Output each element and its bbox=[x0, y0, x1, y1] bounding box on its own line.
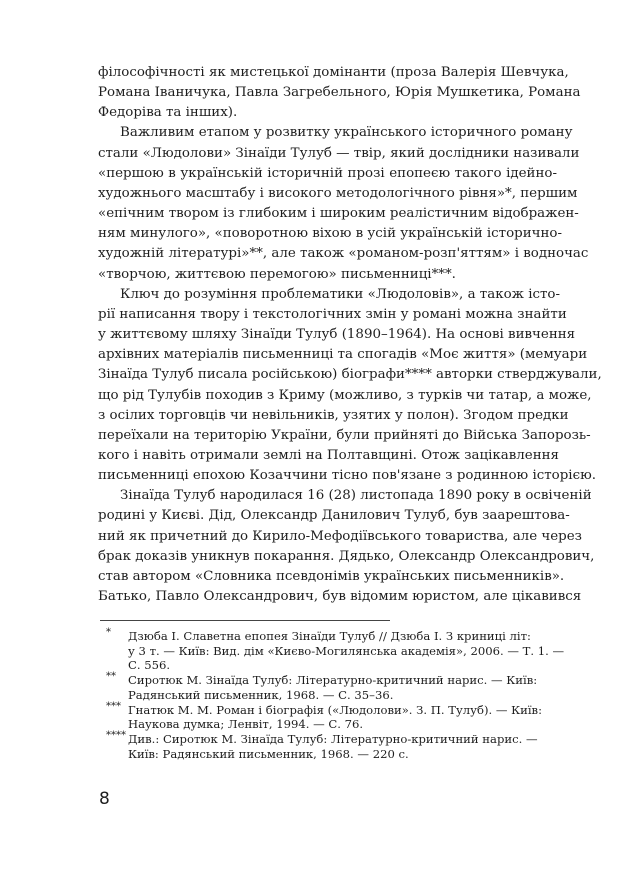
body-text bbox=[98, 63, 602, 607]
footnote-divider bbox=[100, 620, 390, 621]
footnote-mark: *** bbox=[106, 700, 121, 712]
footnotes bbox=[100, 627, 565, 761]
text-line: родині у Києві. Дід, Олександр Данилович Тулуб, був заарештова- bbox=[98, 508, 570, 524]
text-line: кого і навіть отримали землі на Полтавщині. Отож зацікавлення bbox=[98, 447, 559, 463]
footnote bbox=[100, 627, 565, 673]
paragraph bbox=[98, 123, 589, 284]
paragraph bbox=[98, 285, 602, 487]
text-line: Зінаїда Тулуб писала російською) біографи**** авторки стверджували, bbox=[98, 367, 602, 383]
footnote-line: у 3 т. — Київ: Вид. дім «Києво-Могилянська академія», 2006. — Т. 1. — bbox=[128, 643, 565, 658]
text-line: Батько, Павло Олександрович, був відомим юристом, але цікавився bbox=[98, 589, 582, 605]
text-line: Зінаїда Тулуб народилася 16 (28) листопада 1890 року в освіченій bbox=[120, 488, 592, 504]
text-line: рії написання твору і текстологічних змін у романі можна знайти bbox=[98, 306, 567, 322]
footnote-line: Дзюба І. Славетна епопея Зінаїди Тулуб // Дзюба І. З криниці літ: bbox=[128, 629, 531, 643]
text-line: що рід Тулубів походив з Криму (можливо, з турків чи татар, а може, bbox=[98, 387, 592, 403]
text-line: став автором «Словника псевдонімів українських письменників». bbox=[98, 568, 565, 584]
footnote-line: Наукова думка; Ленвіт, 1994. — С. 76. bbox=[128, 717, 364, 732]
text-line: Ключ до розуміння проблематики «Людоловів», а також істо- bbox=[120, 286, 560, 302]
footnote-line: Радянський письменник, 1968. — С. 35–36. bbox=[128, 687, 394, 702]
text-line: «епічним твором із глибоким і широким реалістичним відображен- bbox=[98, 206, 579, 222]
footnote-mark: ** bbox=[106, 671, 116, 683]
footnote-line: С. 556. bbox=[128, 658, 171, 673]
text-line: у життєвому шляху Зінаїди Тулуб (1890–1964). На основі вивчення bbox=[98, 327, 576, 343]
text-line: з осілих торговців чи невільників, узятих у полон). Згодом предки bbox=[98, 407, 569, 423]
text-line: стали «Людолови» Зінаїди Тулуб — твір, який дослідники називали bbox=[98, 145, 580, 161]
text-line: брак доказів уникнув покарання. Дядько, Олександр Олександрович, bbox=[98, 548, 595, 564]
text-line: «першою в українській історичній прозі епопеєю такого ідейно- bbox=[98, 165, 557, 181]
text-line: ням минулого», «поворотною віхою в усій українській історично- bbox=[98, 226, 562, 242]
text-line: художнього масштабу і високого методологічного рівня»*, першим bbox=[98, 185, 578, 201]
footnote-line: Гнатюк М. М. Роман і біографія («Людолови». З. П. Тулуб). — Київ: bbox=[128, 702, 542, 717]
page-number: 8 bbox=[99, 789, 110, 809]
footnote-line: Київ: Радянський письменник, 1968. — 220 с. bbox=[128, 746, 409, 761]
text-line: Важливим етапом у розвитку українського історичного роману bbox=[120, 125, 573, 141]
text-line: Романа Іваничука, Павла Загребельного, Юрія Мушкетика, Романа bbox=[98, 85, 581, 101]
footnote bbox=[100, 673, 560, 702]
text-line: переїхали на територію України, були прийняті до Війська Запорозь- bbox=[98, 427, 591, 443]
text-line: Федоріва та інших). bbox=[98, 105, 238, 121]
footnote-line: Сиротюк М. Зінаїда Тулуб: Літературно-критичний нарис. — Київ: bbox=[128, 673, 538, 688]
text-line: філософічності як мистецької домінанти (проза Валерія Шевчука, bbox=[98, 65, 569, 80]
text-line: письменниці епохою Козаччини тісно пов'язане з родинною історією. bbox=[98, 468, 596, 484]
footnote-mark: **** bbox=[106, 729, 126, 741]
footnote bbox=[100, 700, 560, 732]
paragraph bbox=[98, 63, 581, 123]
footnote-line: Див.: Сиротюк М. Зінаїда Тулуб: Літературно-критичний нарис. — bbox=[128, 731, 538, 746]
paragraph bbox=[98, 486, 595, 607]
text-line: архівних матеріалів письменниці та спогадів «Моє життя» (мемуари bbox=[98, 347, 588, 363]
text-line: «творчою, життєвою перемогою» письменниці***. bbox=[98, 266, 456, 282]
footnote-mark: * bbox=[106, 627, 111, 638]
text-line: ний як причетний до Кирило-Мефодіївського товариства, але через bbox=[98, 528, 582, 544]
text-line: художній літературі»**, але також «романом-розп'яттям» і водночас bbox=[98, 246, 589, 262]
footnote bbox=[100, 729, 560, 761]
